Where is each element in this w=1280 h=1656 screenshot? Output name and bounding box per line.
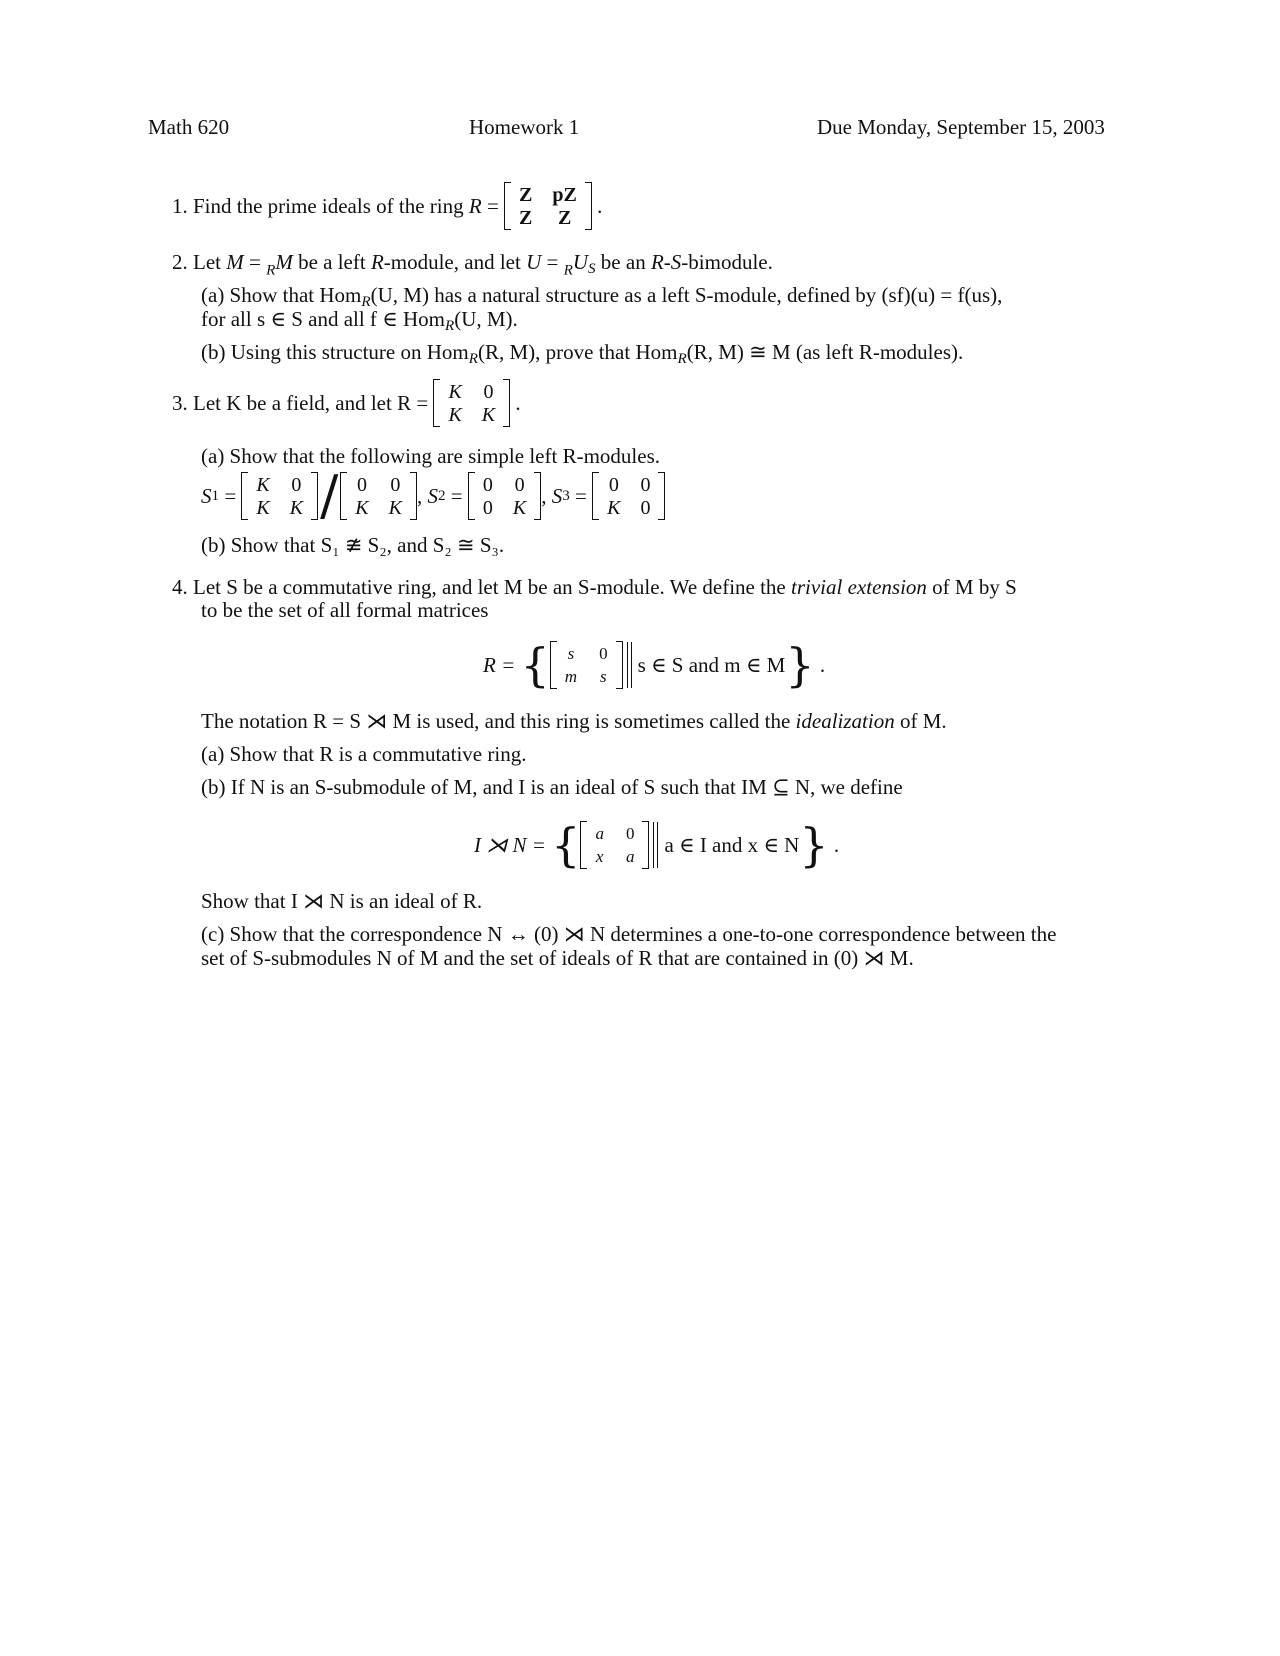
problem-3b: (b) Show that S₁ ≇ S₂, and S₂ ≅ S₃.	[201, 533, 505, 557]
ideal-definition: I ⋊ N = { a 0 x a a ∈ I and x ∈ N } .	[474, 818, 840, 872]
problem-3-modules: S 1 = K 0 K K / 0 0 K K , S 2 = 0 0 0 K , S 3 = 0 0 K 0	[201, 470, 665, 522]
course-label: Math 620	[148, 115, 230, 139]
problem-4c-line2: set of S-submodules N of M and the set of ideals of R that are contained in (0) ⋊ M.	[201, 946, 914, 970]
problem-1-number: 1.	[172, 194, 188, 218]
problem-3: 3. Let K be a field, and let R = K 0 K K .	[172, 380, 521, 426]
trivial-extension-matrix: s 0 m s	[550, 641, 623, 689]
problem-1: 1. Find the prime ideals of the ring R = Z pZ Z Z .	[172, 183, 603, 229]
problem-2a-line1: (a) Show that Hom$_R$(U, M) has a natural structure as a left S-module, defined by (sf)(u) = f(us),	[201, 283, 1003, 310]
problem-4-show: Show that I ⋊ N is an ideal of R.	[201, 889, 483, 913]
problem-2b: (b) Using this structure on Hom$_R$(R, M), prove that Hom$_R$(R, M) ≅ M (as left R-modules).	[201, 340, 964, 367]
notation-line: The notation R = S ⋊ M is used, and this ring is sometimes called the idealization of M.	[201, 709, 947, 733]
problem-4-number: 4.	[172, 575, 188, 599]
problem-2a-line2: for all s ∈ S and all f ∈ Hom$_R$(U, M).	[201, 307, 518, 334]
problem-1-matrix	[504, 182, 592, 230]
problem-3a: (a) Show that the following are simple left R-modules.	[201, 444, 660, 468]
problem-1-text: Find the prime ideals of the ring	[193, 194, 464, 218]
matrix-entry: Z	[519, 206, 533, 229]
s2-matrix: 0 0 0 K	[468, 472, 541, 520]
matrix-entry: Z	[519, 183, 533, 206]
ideal-matrix: a 0 x a	[580, 821, 649, 869]
homework-title: Homework 1	[469, 115, 580, 139]
problem-4b: (b) If N is an S-submodule of M, and I is an ideal of S such that IM ⊆ N, we define	[201, 775, 903, 799]
matrix-entry: Z	[557, 206, 572, 229]
s1-numerator-matrix: K 0 K K	[241, 472, 318, 520]
problem-4-line2: to be the set of all formal matrices	[201, 598, 489, 622]
problem-4c-line1: (c) Show that the correspondence N ↔ (0) ⋊ N determines a one-to-one correspondence between the	[201, 922, 1057, 946]
problem-3-matrix: K 0 K K	[433, 379, 510, 427]
term-idealization: idealization	[795, 709, 895, 733]
due-date: Due Monday, September 15, 2003	[817, 115, 1105, 139]
problem-2-number: 2.	[172, 250, 188, 274]
problem-3-number: 3.	[172, 391, 188, 415]
problem-2-statement: 2. Let M = $_R$M be a left R-module, and let $U = _RU_S$ be an R-S-bimodule.	[172, 250, 773, 279]
problem-4a: (a) Show that R is a commutative ring.	[201, 742, 527, 766]
s3-matrix: 0 0 K 0	[592, 472, 665, 520]
s1-denominator-matrix: 0 0 K K	[340, 472, 417, 520]
problem-4-line1: 4. Let S be a commutative ring, and let M be an S-module. We define the trivial extension of M by S	[172, 575, 1017, 599]
matrix-entry: pZ	[552, 183, 577, 206]
term-trivial-extension: trivial extension	[791, 575, 927, 599]
problem-1-ring: R	[468, 194, 482, 218]
trivial-extension-definition: R = { s 0 m s s ∈ S and m ∈ M } .	[483, 638, 826, 692]
problem-3-text: Let K be a field, and let R =	[193, 391, 429, 415]
